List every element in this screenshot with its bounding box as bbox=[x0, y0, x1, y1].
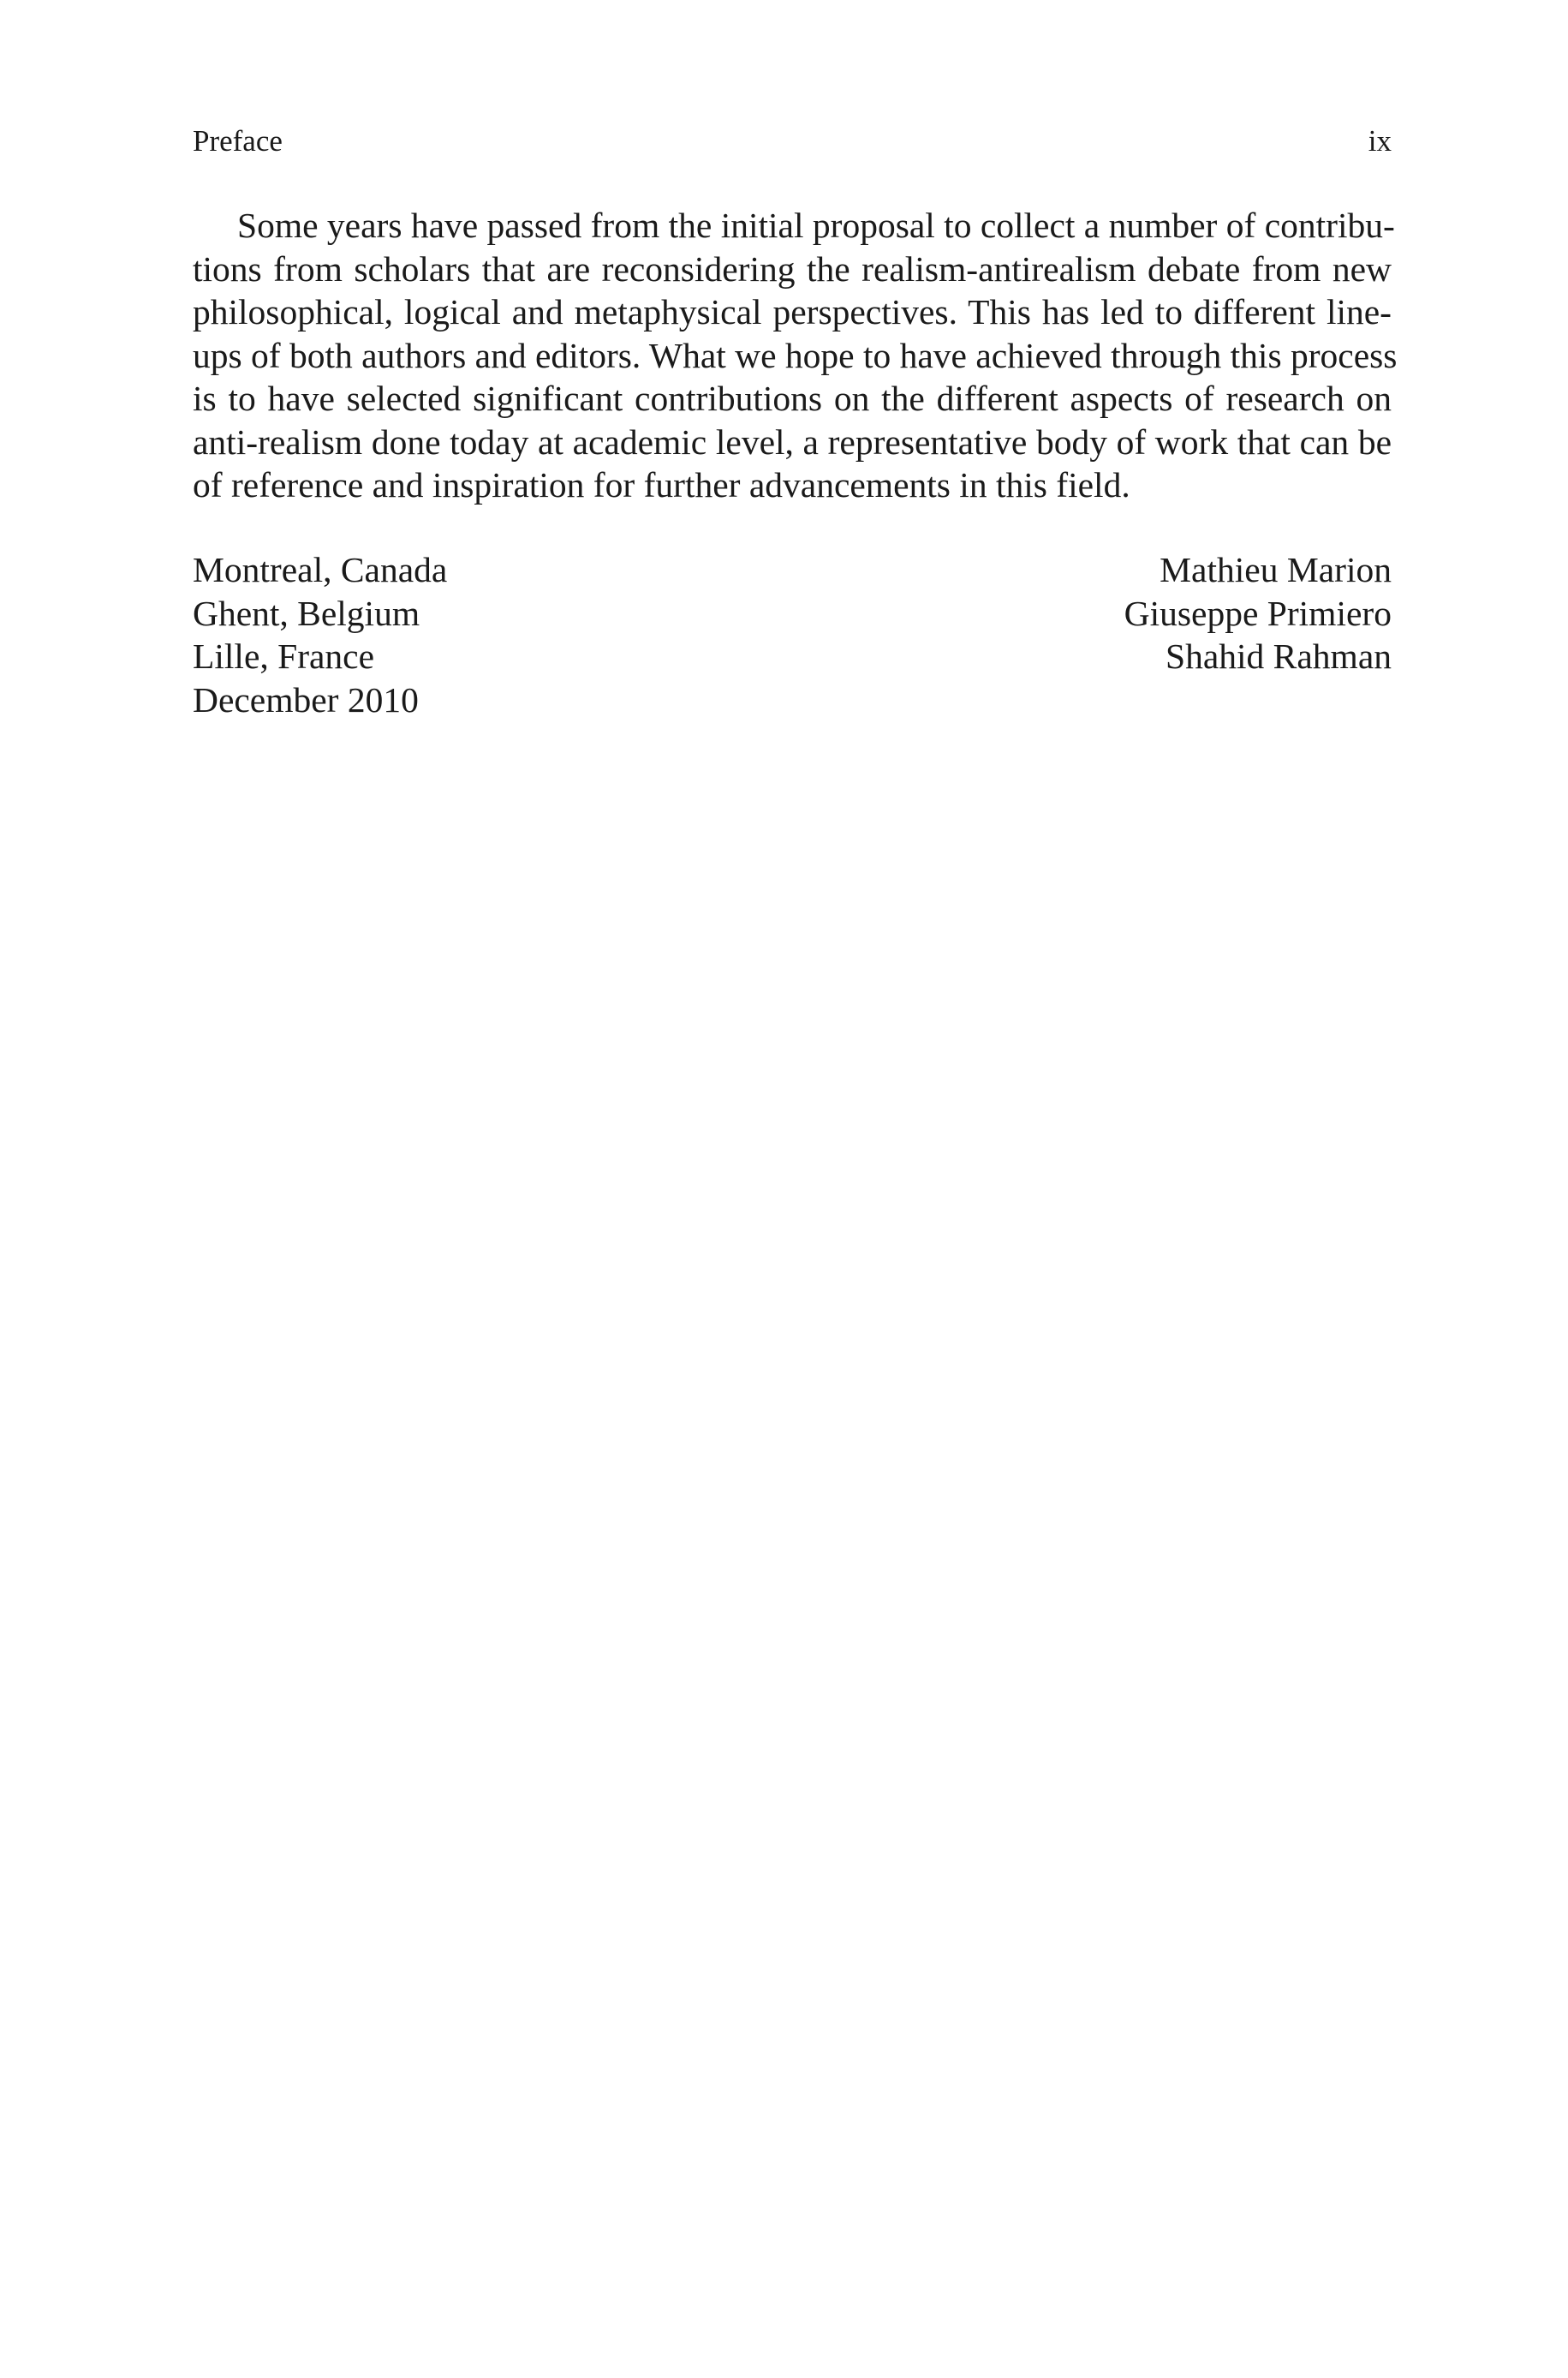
place-lille: Lille, France bbox=[193, 636, 375, 676]
editor-name: Shahid Rahman bbox=[1166, 636, 1392, 676]
paragraph-line: tions from scholars that are reconsidering the realism-antirealism debate from new bbox=[193, 248, 1392, 289]
place-montreal: Montreal, Canada bbox=[193, 550, 448, 589]
signature-places bbox=[193, 548, 447, 721]
signature-editors bbox=[1124, 548, 1392, 678]
signature-date: December 2010 bbox=[193, 679, 419, 720]
paragraph-line: ups of both authors and editors. What we hope to have achieved through this process bbox=[193, 335, 1398, 375]
paragraph-line: anti-realism done today at academic level, a representative body of work that can be bbox=[193, 421, 1392, 462]
place-ghent: Ghent, Belgium bbox=[193, 593, 420, 633]
paragraph-line: is to have selected significant contributions on the different aspects of research on bbox=[193, 379, 1392, 418]
editor-name: Mathieu Marion bbox=[1160, 550, 1392, 589]
running-head bbox=[193, 122, 1392, 160]
paragraph-line: of reference and inspiration for further advancements in this field. bbox=[193, 465, 1130, 505]
paragraph-line: philosophical, logical and metaphysical perspectives. This has led to different line- bbox=[193, 292, 1392, 332]
paragraph-line: Some years have passed from the initial proposal to collect a number of contribu- bbox=[237, 206, 1395, 245]
editor-name: Giuseppe Primiero bbox=[1124, 593, 1392, 633]
running-head-title: Preface bbox=[193, 124, 283, 158]
preface-paragraph bbox=[193, 204, 1398, 507]
page-number: ix bbox=[1368, 124, 1392, 158]
